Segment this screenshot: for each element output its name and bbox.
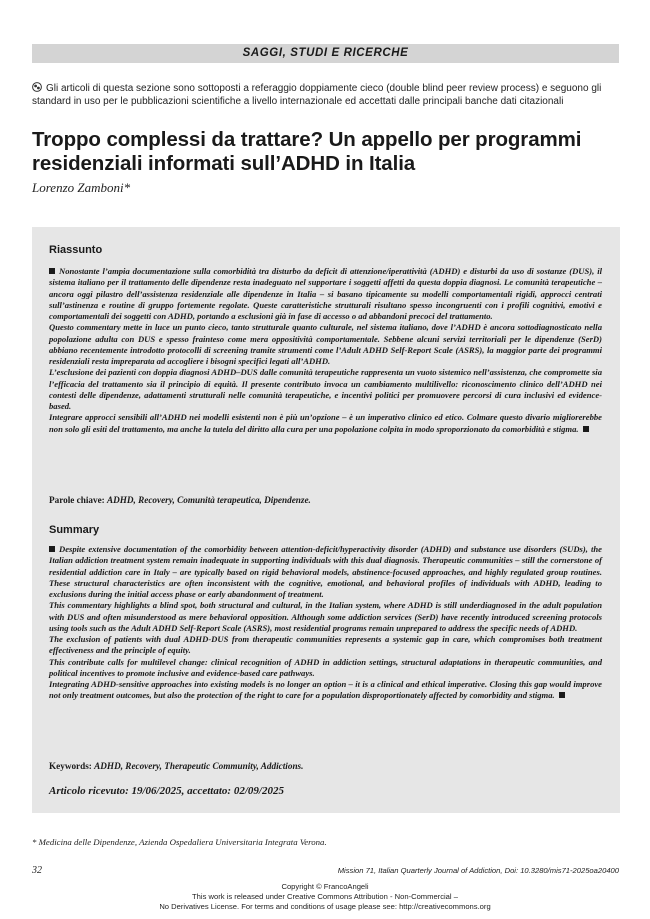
summary-paragraph: This contribute calls for multilevel change: clinical recognition of ADHD in addiction settings, structural adaptations in therapeutic communities, and political incentives to promote inclusive and evidence-based care pathways. [49,656,602,678]
riassunto-heading: Riassunto [49,244,103,256]
square-bullet-icon [49,546,55,552]
license-line: This work is released under Creative Commons Attribution - Non-Commercial – [192,892,458,901]
notice-text: Gli articoli di questa sezione sono sottoposti a referaggio doppiamente cieco (double blind peer review process) e seguono gli standard in uso per le pubblicazioni scientifiche a livello internazionale ed accettati dalle principali banche dati citazionali [32,83,602,107]
keywords-value: ADHD, Recovery, Comunità terapeutica, Dipendenze. [107,495,311,505]
summary-paragraph: This commentary highlights a blind spot, both structural and cultural, in the Italian system, where ADHD is still underdiagnosed in the adult population with DUS and often misunderstood as mere behavioral opposition. Although some addiction services (SerD) have recently introduced screening protocols using tools such as the Adult ADHD Self-Report Scale (ASRS), most residential programs remain unprepared to address the specific needs of ADHD. [49,600,602,633]
riassunto-keywords [49,495,602,505]
journal-citation: Mission 71, Italian Quarterly Journal of Addiction, Doi: 10.3280/mis71-2025oa20400 [337,866,619,875]
copyright-line: Copyright © FrancoAngeli [281,882,369,891]
section-header-bar: SAGGI, STUDI E RICERCHE [32,44,619,63]
square-end-icon [559,692,565,698]
summary-paragraph: The exclusion of patients with dual ADHD-DUS from therapeutic communities represents a systemic gap in care, which compromises both treatment effectiveness and the principle of equity. [49,634,602,656]
license-terms-line: No Derivatives License. For terms and conditions of usage please see: http://creativecommons.org [159,902,491,911]
summary-keywords [49,761,602,771]
copyright-notice [0,882,650,912]
summary-body [49,544,602,702]
riassunto-paragraph: Integrare approcci sensibili all’ADHD nei modelli esistenti non è più un’opzione – è un imperativo clinico ed etico. Colmare questo divario migliorerebbe non solo gli esiti del trattamento, ma anche la tutela del diritto alla cura per una popolazione colpita in modo sproporzionato da comorbidità e stigma. [49,412,602,434]
riassunto-body [49,266,602,435]
riassunto-paragraph: L’esclusione dei pazienti con doppia diagnosi ADHD–DUS dalle comunità terapeutiche rappresenta un vuoto sistemico nell’assistenza, che compromette sia l’efficacia del trattamento sia il principio di equità. Il presente contributo invoca un cambiamento multilivello: riconoscimento clinico dell’ADHD nei contesti delle dipendenze, adattamenti strutturali nelle comunità terapeutiche, e incentivi politici per promuovere percorsi di cura inclusivi ed evidence-based. [49,367,602,411]
abstract-box [32,227,620,813]
summary-paragraph: Integrating ADHD-sensitive approaches into existing models is no longer an option – it is a clinical and ethical imperative. Closing this gap would improve not only treatment outcomes, but also the protection of the right to care for a population disproportionately affected by comorbidity and stigma. [49,679,602,701]
article-title: Troppo complessi da trattare? Un appello per programmi residenziali informati sull’ADHD in Italia [32,128,582,175]
article-author: Lorenzo Zamboni* [32,180,131,195]
peer-review-icon [32,82,42,92]
keywords-label: Parole chiave: [49,495,105,505]
page-number: 32 [32,865,42,876]
summary-paragraph: Despite extensive documentation of the comorbidity between attention-deficit/hyperactivity disorder (ADHD) and substance use disorders (SUDs), the Italian addiction treatment system remain inadequate in supporting individuals with this dual diagnosis. Therapeutic communities – still the cornerstone of residential addiction care in Italy – are typically based on rigid behavioral models, abstinence-focused approaches, and highly regulated group routines. These structural characteristics are often inconsistent with the cognitive, emotional, and behavioral profiles of individuals with ADHD, leading to exclusions during the initial access phase or early abandonment of treatment. [49,544,602,599]
peer-review-notice [32,82,622,108]
square-bullet-icon [49,268,55,274]
keywords-label: Keywords: [49,761,92,771]
received-dates: Articolo ricevuto: 19/06/2025, accettato: 02/09/2025 [49,785,284,797]
square-end-icon [583,426,589,432]
keywords-value: ADHD, Recovery, Therapeutic Community, Addictions. [94,761,304,771]
author-affiliation-footnote: * Medicina delle Dipendenze, Azienda Ospedaliera Universitaria Integrata Verona. [32,837,327,847]
riassunto-paragraph: Questo commentary mette in luce un punto cieco, tanto strutturale quanto culturale, nel sistema italiano, dove l’ADHD è ancora sottodiagnosticato nella popolazione adulta con DUS e spesso frainteso come mera oppositività comportamentale. Sebbene alcuni servizi territoriali per le dipendenze (SerD) abbiano recentemente introdotto protocolli di screening tramite strumenti come l’Adult ADHD Self-Report Scale (ASRS), la maggior parte dei programmi residenziali resta impreparata ad accogliere i bisogni specifici legati all’ADHD. [49,322,602,366]
summary-heading: Summary [49,524,100,536]
riassunto-paragraph: Nonostante l’ampia documentazione sulla comorbidità tra disturbo da deficit di attenzione/iperattività (ADHD) e disturbi da uso di sostanze (DUS), il sistema italiano per il trattamento delle dipendenze resta inadeguato nel supportare i soggetti affetti da questa doppia diagnosi. Le comunità terapeutiche – ancora oggi pilastro dell’assistenza residenziale alle dipendenze in Italia – si basano tipicamente su modelli comportamentali rigidi, approcci centrati sull’astinenza e routine di gruppo fortemente regolate. Queste caratteristiche strutturali risultano spesso incongruenti con i profili cognitivi, emotivi e comportamentali dei soggetti con ADHD, portando a esclusioni già in fase di accesso o ad abbandoni precoci del trattamento. [49,266,602,321]
